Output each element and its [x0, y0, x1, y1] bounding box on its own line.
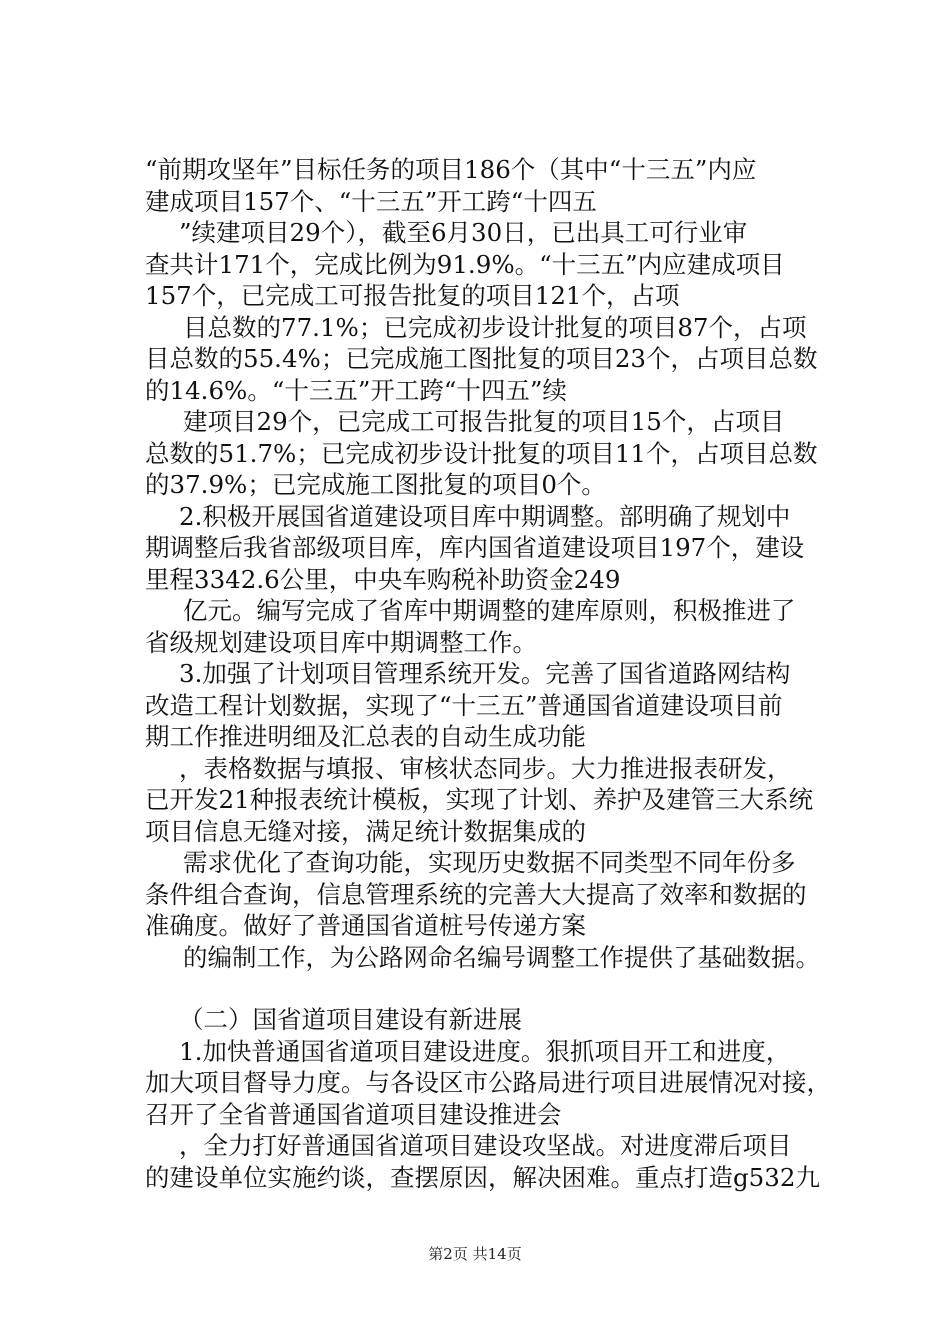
text-line: 的14.6%。“十三五”开工跨“十四五”续 [145, 375, 567, 405]
text-line: “前期攻坚年”目标任务的项目186个（其中“十三五”内应 [145, 155, 757, 184]
text-line: 准确度。做好了普通国省道桩号传递方案 [145, 911, 586, 940]
text-line: 总数的51.7%；已完成初步设计批复的项目11个，占项目总数 [145, 438, 818, 468]
text-line: ，全力打好普通国省道项目建设攻坚战。对进度滞后项目 [179, 1131, 792, 1160]
text-line: 亿元。编写完成了省库中期调整的建库原则，积极推进了 [183, 596, 796, 625]
text-line: 条件组合查询，信息管理系统的完善大大提高了效率和数据的 [145, 879, 807, 909]
text-line: ，表格数据与填报、审核状态同步。大力推进报表研发， [179, 753, 792, 783]
text-line: 目总数的55.4%；已完成施工图批复的项目23个，占项目总数 [145, 344, 818, 373]
paragraph-heading-3: 3.加强了计划项目管理系统开发。完善了国省道路网结构 [179, 659, 791, 688]
text-line: 查共计171个，完成比例为91.9%。“十三五”内应建成项目 [145, 249, 785, 279]
document-body [145, 154, 845, 1193]
text-line: 的编制工作，为公路网命名编号调整工作提供了基础数据。 [183, 942, 820, 972]
text-line: 已开发21种报表统计模板，实现了计划、养护及建管三大系统 [145, 785, 814, 814]
text-line: 157个，已完成工可报告批复的项目121个，占项 [145, 281, 680, 310]
paragraph-heading-2: 2.积极开展国省道建设项目库中期调整。部明确了规划中 [179, 501, 791, 531]
text-line: 项目信息无缝对接，满足统计数据集成的 [145, 816, 586, 846]
text-line: 的建设单位实施约谈，查摆原因，解决困难。重点打造g532九 [145, 1162, 820, 1192]
text-line: 期调整后我省部级项目库，库内国省道建设项目197个，建设 [145, 533, 805, 562]
text-line: 召开了全省普通国省道项目建设推进会 [145, 1099, 562, 1129]
text-line: 里程3342.6公里，中央车购税补助资金249 [145, 564, 621, 594]
section-heading: （二）国省道项目建设有新进展 [179, 1005, 522, 1034]
paragraph-spacer [145, 973, 845, 1004]
text-line: 加大项目督导力度。与各设区市公路局进行项目进展情况对接， [145, 1068, 831, 1097]
text-line: 建成项目157个、“十三五”开工跨“十四五 [145, 186, 597, 216]
text-line: 建项目29个，已完成工可报告批复的项目15个，占项目 [183, 407, 785, 436]
text-line: 改造工程计划数据，实现了“十三五”普通国省道建设项目前 [145, 690, 783, 720]
text-line: ”续建项目29个），截至6月30日，已出具工可行业审 [179, 218, 748, 247]
page-number-footer: 第2页 共14页 [428, 1245, 522, 1263]
paragraph-heading-1: 1.加快普通国省道项目建设进度。狠抓项目开工和进度， [179, 1036, 791, 1066]
text-line: 需求优化了查询功能，实现历史数据不同类型不同年份多 [183, 848, 796, 877]
text-line: 省级规划建设项目库中期调整工作。 [145, 627, 537, 657]
text-line: 期工作推进明细及汇总表的自动生成功能 [145, 722, 586, 751]
text-line: 目总数的77.1%；已完成初步设计批复的项目87个，占项 [183, 312, 807, 342]
text-line: 的37.9%；已完成施工图批复的项目0个。 [145, 470, 606, 499]
